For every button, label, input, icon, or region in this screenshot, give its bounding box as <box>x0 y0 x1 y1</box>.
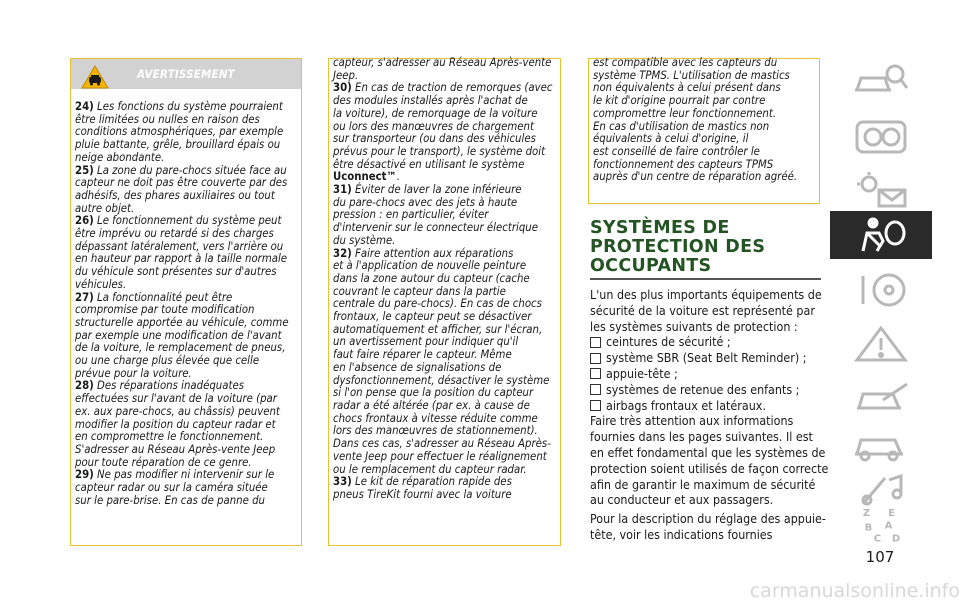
tab-car-search[interactable] <box>830 56 932 104</box>
note-text: Le fonctionnement du système peut être imprévu ou retardé si des charges dépassant latéralement, vers l'arrière ou en hauteur par rapport à la taille normale du véhicule sont présentes sur d'autres véhicules. <box>75 214 288 291</box>
index-letter-e: E <box>888 507 896 519</box>
warning-title: AVERTISSEMENT <box>137 67 235 81</box>
tab-index[interactable] <box>830 500 932 550</box>
tab-lights-messages[interactable] <box>830 166 932 214</box>
note-text: Des réparations inadéquates effectuées sur l'avant de la voiture (par ex. aux pare-chocs, au châssis) peuvent modifier la position du capteur radar et en compromettre le fonctionnement. S'adresser au Réseau Après-vente Jeep pour toute réparation de ce genre. <box>75 379 280 469</box>
note-text: La fonctionnalité peut être compromise par toute modification structurelle apportée au véhicule, comme par exemple une modification de l'avant de la voiture, le remplacement de pneus, ou une charge plus élevée que celle prévue pour la voiture. <box>75 290 289 380</box>
note-text: Ne pas modifier ni intervenir sur le capteur radar ou sur la caméra située sur le pare-brise. En cas de panne du <box>75 468 275 507</box>
index-letter-c: C <box>873 533 882 545</box>
car-magnifier-icon <box>849 60 913 100</box>
note-continuation: capteur, s'adresser au Réseau Après-vente Jeep. <box>333 56 552 82</box>
warning-text-column-2 <box>333 57 561 502</box>
airbag-seatbelt-icon <box>849 215 913 255</box>
intro-paragraph: L'un des plus importants équipements de sécurité de la voiture est représenté par les systèmes suivants de protection : <box>590 287 822 334</box>
paragraph-headrest: Pour la description du réglage des appuie-tête, voir les indications fournies <box>590 511 826 542</box>
watermark-text: carmanualsonline.info <box>749 580 960 602</box>
protection-list-label: appuie-tête ; <box>606 365 678 381</box>
warning-triangle-icon <box>849 324 913 364</box>
protection-list-item <box>590 382 830 398</box>
protection-list-item <box>590 350 830 366</box>
protection-list-label: systèmes de retenue des enfants ; <box>606 381 800 397</box>
note-text: La zone du pare-chocs située face au capteur ne doit pas être couverte par des adhésifs, des phares auxiliaires ou tout autre objet. <box>75 163 288 215</box>
car-wrench-icon <box>849 378 913 418</box>
light-envelope-icon <box>849 170 913 210</box>
section-title-text: SYSTÈMES DE PROTECTION DES OCCUPANTS <box>590 218 766 276</box>
warning-box-end <box>588 58 820 204</box>
warning-text-column-3: est compatible avec les capteurs du système TPMS. L'utilisation de mastics non équivalents à celui présent dans le kit d'origine pourrait par contre compromettre leur fonctionnement. En cas d'utilisation de mastics non équivalents à celui d'origine, il est conseillé de faire contrôler le fonctionnement des capteurs TPMS auprès d'un centre de réparation agréé. <box>593 56 798 184</box>
index-letter-a: A <box>884 520 893 532</box>
bullet-square-icon <box>590 384 601 395</box>
gauge-icon <box>849 116 913 156</box>
protection-list-label: système SBR (Seat Belt Reminder) ; <box>606 350 807 366</box>
protection-list-label: airbags frontaux et latéraux. <box>606 397 766 413</box>
index-letter-d: D <box>891 533 901 545</box>
note-number: 25) <box>75 163 94 177</box>
tab-maintenance[interactable] <box>830 374 932 422</box>
tab-emergency[interactable] <box>830 320 932 368</box>
protection-list <box>590 334 830 413</box>
bullet-square-icon <box>590 337 601 348</box>
note-number: 26) <box>75 214 94 228</box>
paragraph-attention: Faire très attention aux informations fournies dans les pages suivantes. Il est en effet fondamental que les systèmes de protection soient utilisés de façon correcte afin de garantir le maximum de sécurité au conducteur et aux passagers. <box>590 413 829 508</box>
note-text: En cas de traction de remorques (avec des modules installés après l'achat de la voiture), de remorquage de la voiture ou lors des manœuvres de chargement sur transporteur (ou dans des véhicules prévus pour le transport), le système doit être désactivé en utilisant le système <box>333 81 553 171</box>
section-divider <box>590 278 821 280</box>
note-text-tail: . <box>396 170 400 184</box>
warning-box <box>70 58 302 546</box>
note-number: 29) <box>75 468 94 482</box>
note-text: Le kit de réparation rapide des pneus TireKit fourni avec la voiture <box>333 475 512 501</box>
index-letter-z: Z <box>862 507 871 519</box>
tab-safety[interactable] <box>830 211 932 259</box>
note-text: Éviter de laver la zone inférieure du pare-chocs avec des jets à haute pression : en particulier, éviter d'intervenir sur le connecteur électrique du système. <box>333 183 538 247</box>
page-number: 107 <box>865 548 895 566</box>
note-number: 32) <box>333 246 352 260</box>
bullet-square-icon <box>590 353 601 364</box>
note-number: 24) <box>75 100 94 113</box>
bullet-square-icon <box>590 368 601 379</box>
alphabet-index-icon <box>849 505 913 545</box>
note-number: 30) <box>333 81 352 95</box>
note-text: Faire attention aux réparations et à l'application de nouvelle peinture dans la zone autour du capteur (cache couvrant le capteur dans la partie centrale du pare-chocs). En cas de chocs frontaux, le capteur peut se désactiver automatiquement et afficher, sur l'écran, un avertissement pour indiquer qu'il faut faire réparer le capteur. Même en l'absence de signalisations de dysfonctionnement, désactiver le système si l'on pense que la position du capteur radar a été altérée (par ex. à cause de chocs frontaux à vitesse réduite comme lors des manœuvres de stationnement). Dans ces cas, s'adresser au Réseau Après- vente Jeep pour effectuer le réalignement ou le remplacement du capteur radar. <box>333 246 551 476</box>
warning-text-column-1 <box>75 101 301 508</box>
note-text: Les fonctions du système pourraient être limitées ou nulles en raison des conditions atmosphériques, par exemple pluie battante, grêle, brouillard épais ou neige abondante. <box>75 100 284 164</box>
protection-list-item <box>590 398 830 414</box>
section-body <box>590 287 830 543</box>
tab-driving[interactable] <box>830 266 932 314</box>
tab-dashboard[interactable] <box>830 112 932 160</box>
warning-header <box>71 59 301 89</box>
note-number: 33) <box>333 475 352 489</box>
protection-list-label: ceintures de sécurité ; <box>606 334 731 350</box>
protection-list-item <box>590 334 830 350</box>
note-number: 28) <box>75 379 94 393</box>
uconnect-brand: Uconnect™ <box>333 170 397 184</box>
note-number: 27) <box>75 290 94 304</box>
chapter-sidebar <box>830 0 960 604</box>
bullet-square-icon <box>590 400 601 411</box>
section-title <box>590 219 822 276</box>
note-number: 31) <box>333 183 352 197</box>
steering-wheel-icon <box>849 270 913 310</box>
tab-specs[interactable] <box>830 420 932 468</box>
car-specs-icon <box>849 424 913 464</box>
warning-box-continued <box>328 58 561 546</box>
protection-list-item <box>590 366 830 382</box>
index-letter-b: B <box>864 522 873 534</box>
